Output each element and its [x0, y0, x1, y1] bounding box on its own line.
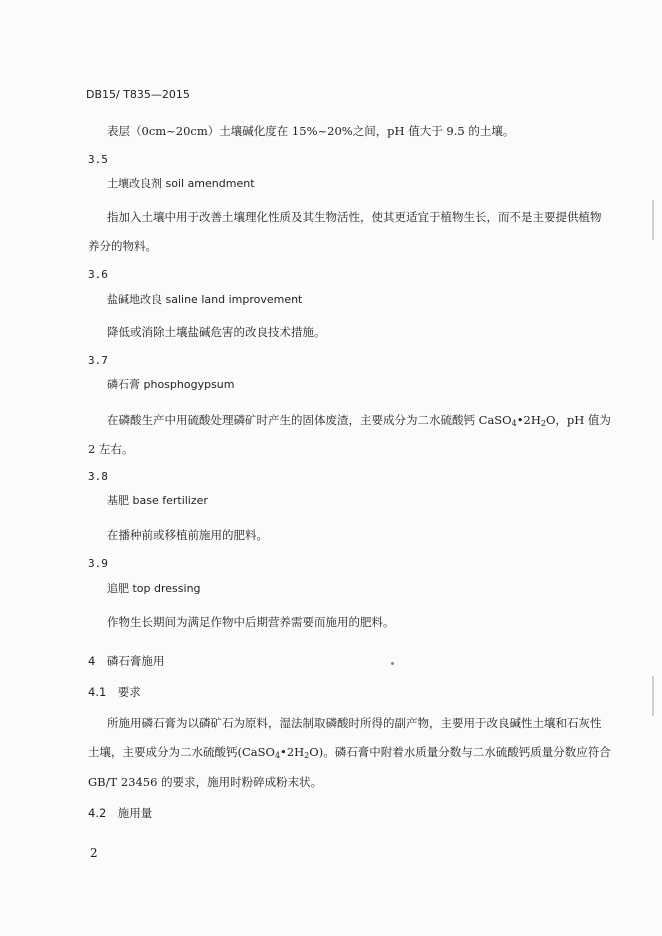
requirement-paragraph-line3: GB/T 23456 的要求，施用时粉碎成粉末状。: [88, 775, 323, 789]
section-number-3-5: 3.5: [88, 153, 108, 166]
requirement-paragraph-line2: 土壤，主要成分为二水硫酸钙$(CaSO_4•2H_2O)$。磷石膏中附着水质量分数与二水硫酸钙质量分数应符合: [88, 745, 611, 760]
definition-top-dressing: 作物生长期间为满足作物中后期营养需要而施用的肥料。: [107, 615, 395, 629]
section-number-3-9: 3.9: [88, 557, 108, 570]
term-phosphogypsum: 磷石膏 phosphogypsum: [107, 378, 235, 391]
section-heading-4-1: 4.1 要求: [88, 685, 141, 699]
scan-speck: [391, 662, 394, 665]
page-number: 2: [90, 846, 98, 860]
term-top-dressing: 追肥 top dressing: [107, 582, 201, 595]
requirement-paragraph-line1: 所施用磷石膏为以磷矿石为原料，湿法制取磷酸时所得的副产物，主要用于改良碱性土壤和石灰性: [107, 716, 602, 730]
definition-soil-amendment-line1: 指加入土壤中用于改善土壤理化性质及其生物活性，使其更适宜于植物生长，而不是主要提供植物: [107, 210, 602, 224]
scan-artifact: [652, 676, 654, 716]
definition-saline-land-improvement: 降低或消除土壤盐碱危害的改良技术措施。: [107, 325, 326, 339]
definition-soil-amendment-line2: 养分的物料。: [88, 239, 157, 253]
definition-base-fertilizer: 在播种前或移植前施用的肥料。: [107, 528, 268, 542]
definition-phosphogypsum-line1: 在磷酸生产中用硫酸处理磷矿时产生的固体废渣，主要成分为二水硫酸钙 $CaSO_4•2H_2O$，pH 值为: [107, 413, 611, 428]
term-saline-land-improvement: 盐碱地改良 saline land improvement: [107, 293, 303, 306]
section-number-3-8: 3.8: [88, 470, 108, 483]
section-heading-4-2: 4.2 施用量: [88, 806, 153, 820]
section-number-3-7: 3.7: [88, 354, 108, 367]
scan-artifact: [652, 200, 654, 240]
standard-code-header: DB15/ T835—2015: [86, 88, 190, 101]
section-heading-4: 4 磷石膏施用: [88, 654, 165, 668]
definition-phosphogypsum-line2: 2 左右。: [88, 442, 134, 456]
term-soil-amendment: 土壤改良剂 soil amendment: [107, 177, 255, 190]
term-base-fertilizer: 基肥 base fertilizer: [107, 494, 208, 507]
paragraph-saline-soil-definition: 表层（0cm~20cm）土壤碱化度在 15%~20%之间，pH 值大于 9.5 的土壤。: [107, 124, 515, 138]
section-number-3-6: 3.6: [88, 268, 108, 281]
